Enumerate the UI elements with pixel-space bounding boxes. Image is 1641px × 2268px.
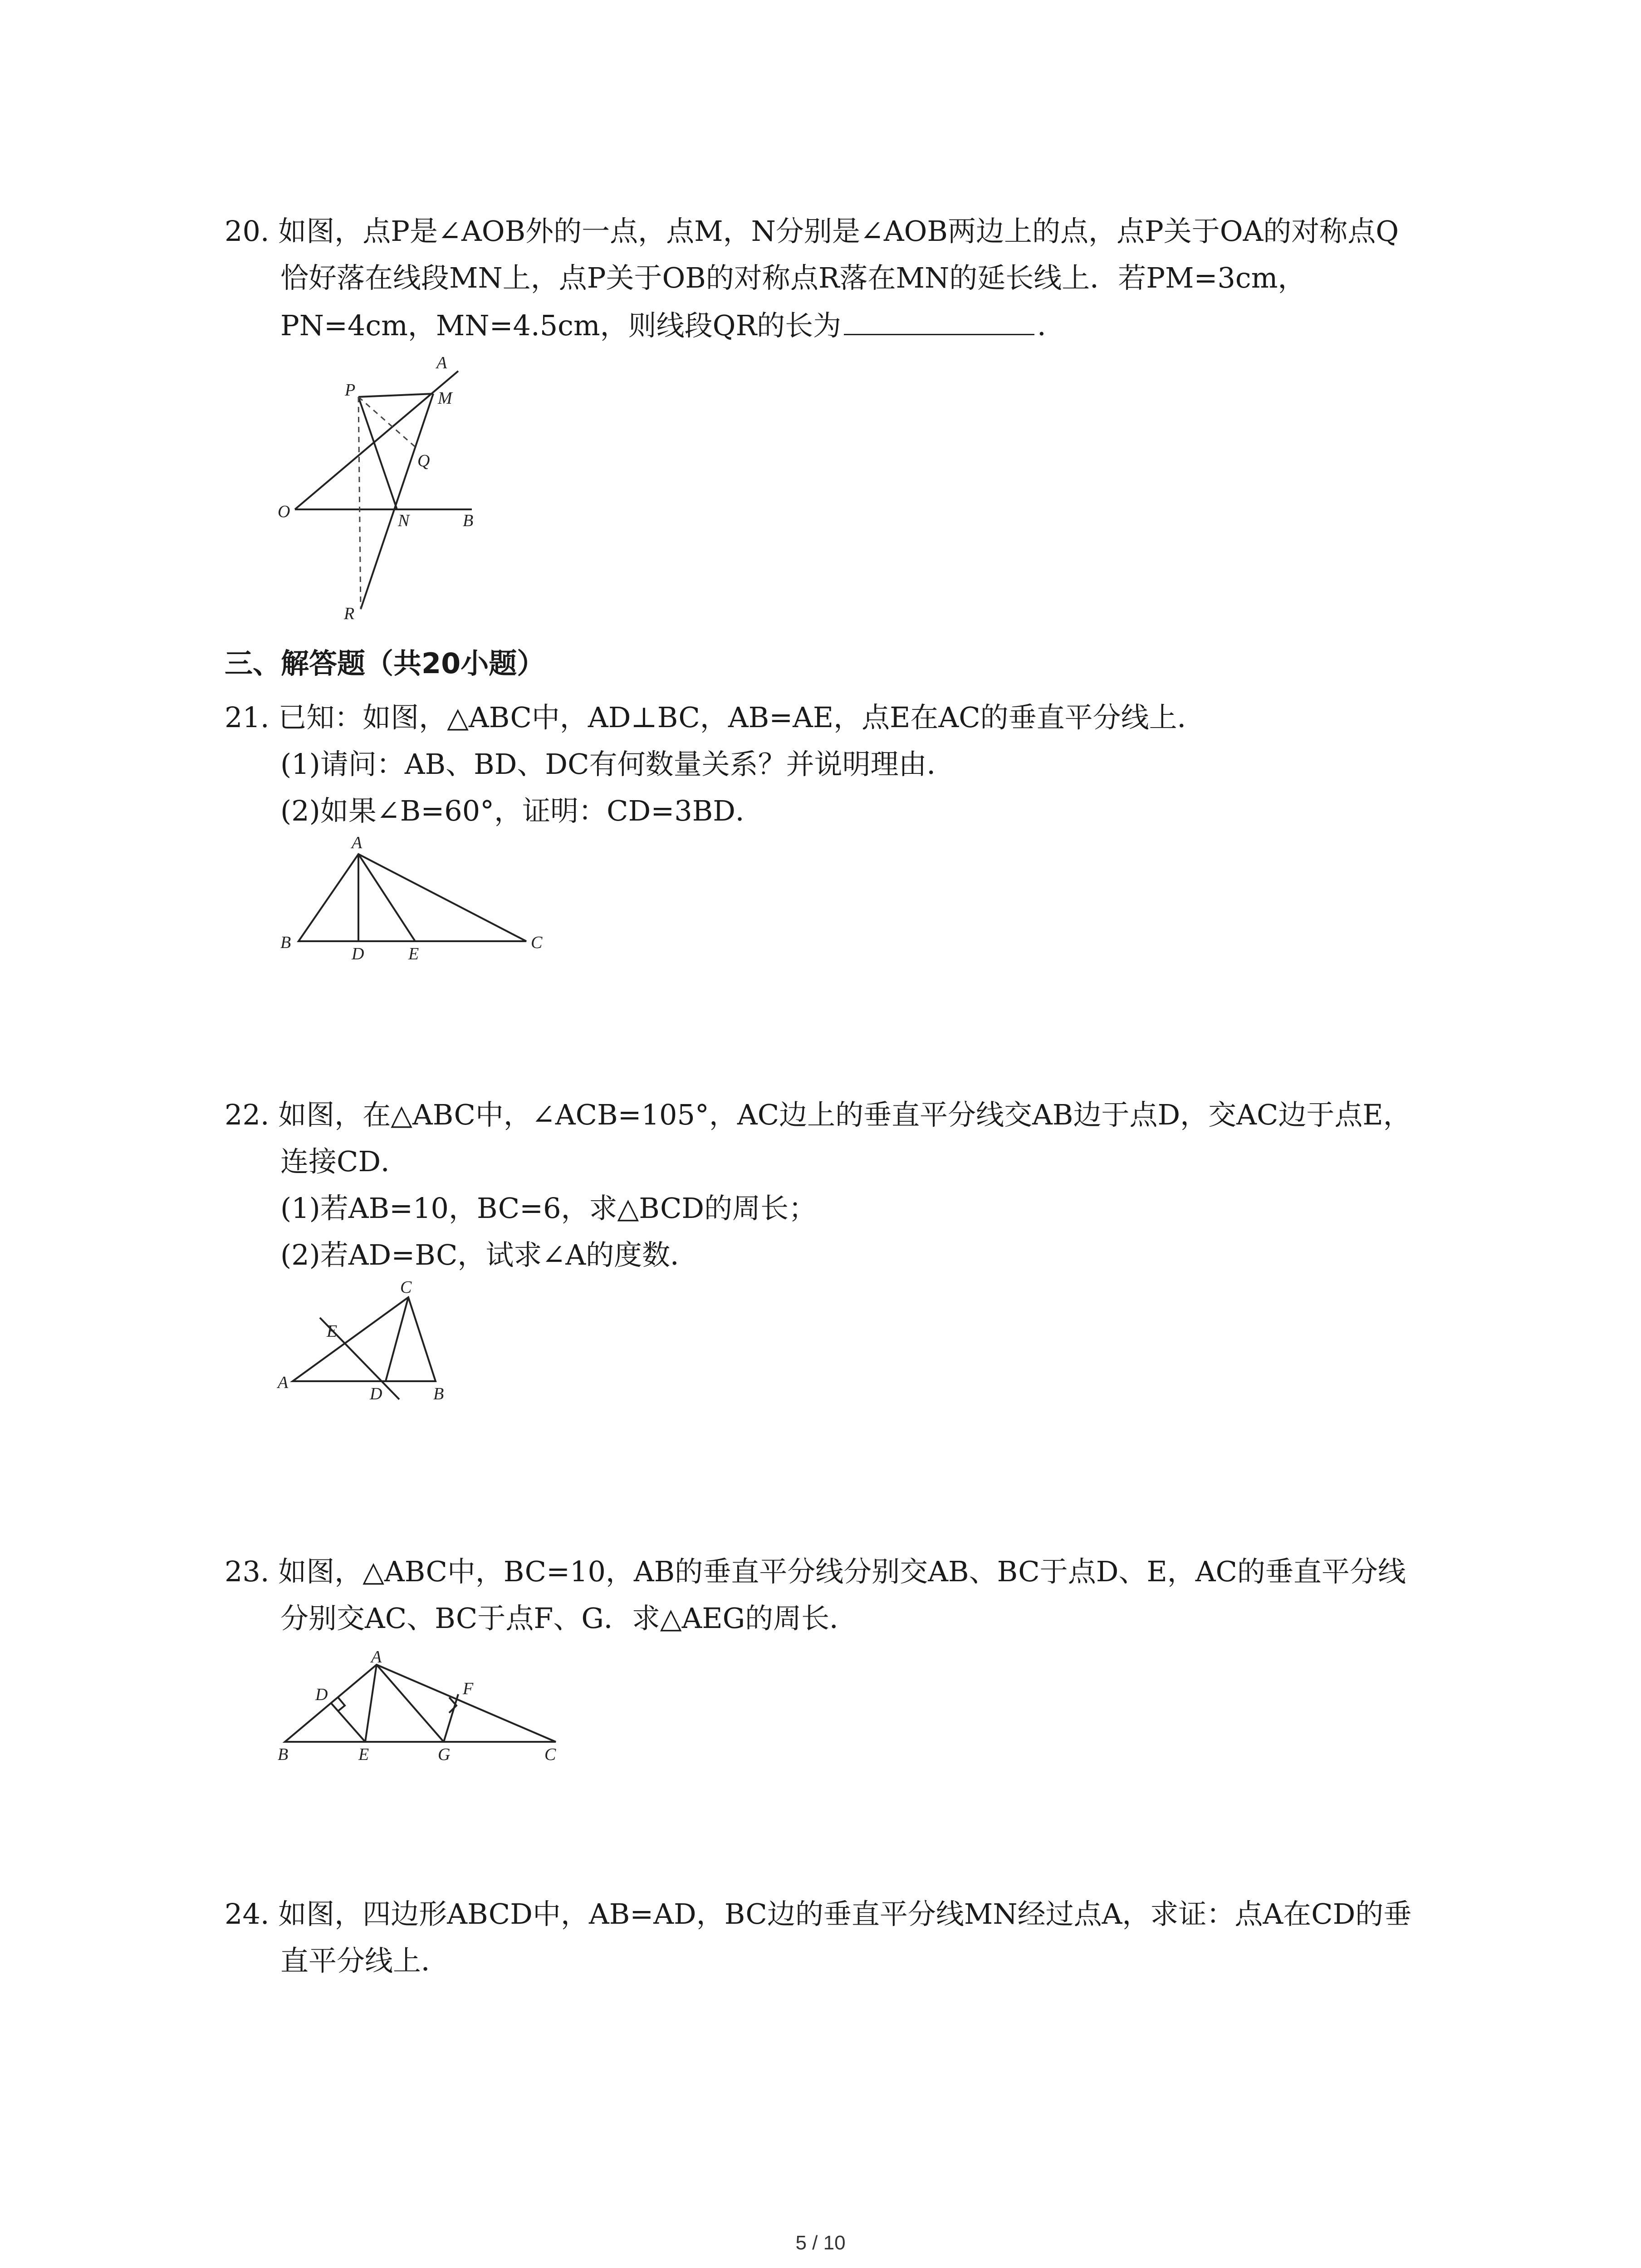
q21-line-2: (1)请问：AB、BD、DC有何数量关系？并说明理由．	[280, 748, 955, 781]
q20-label-P: P	[345, 381, 356, 400]
q20-label-R: R	[344, 604, 355, 623]
q21-label-E: E	[408, 944, 419, 963]
q20-line-3-end: ．	[1037, 309, 1066, 342]
q23-label-F: F	[463, 1679, 474, 1698]
q21-label-A: A	[352, 833, 362, 852]
q20-line-2: 恰好落在线段MN上，点P关于OB的对称点R落在MN的延长线上．若PM=3cm，	[280, 261, 1306, 294]
q22-label-D: D	[370, 1384, 382, 1403]
q24-line-2: 直平分线上．	[280, 1944, 450, 1977]
q23-label-C: C	[544, 1745, 556, 1764]
q20-label-O: O	[278, 502, 290, 521]
q20-line-1: 20. 如图，点P是∠AOB外的一点，点M，N分别是∠AOB两边上的点，点P关于OA的对称点Q	[225, 215, 1399, 248]
section-heading: 三、解答题（共20小题）	[225, 647, 545, 680]
q21-line-1: 21. 已知：如图，△ABC中，AD⊥BC，AB=AE，点E在AC的垂直平分线上．	[225, 701, 1205, 734]
q22-line-2: 连接CD．	[280, 1145, 409, 1178]
q23-label-G: G	[438, 1745, 451, 1764]
q20-label-M: M	[438, 389, 452, 408]
q21-label-D: D	[352, 944, 364, 963]
q23-line-2: 分别交AC、BC于点F、G．求△AEG的周长．	[280, 1602, 858, 1635]
q23-line-1: 23. 如图，△ABC中，BC=10，AB的垂直平分线分别交AB、BC于点D、E，AC的垂直平分线	[225, 1555, 1406, 1588]
q21-label-C: C	[531, 933, 543, 952]
q23-label-B: B	[278, 1745, 289, 1764]
q20-line-3-text: PN=4cm，MN=4.5cm，则线段QR的长为	[280, 309, 842, 342]
q22-line-4: (2)若AD=BC，试求∠A的度数．	[280, 1238, 699, 1271]
q23-label-A: A	[371, 1647, 382, 1667]
q20-label-N: N	[398, 511, 410, 530]
q23-label-D: D	[315, 1685, 328, 1704]
q22-line-3: (1)若AB=10，BC=6，求△BCD的周长；	[280, 1192, 817, 1225]
q22-label-A: A	[278, 1373, 289, 1392]
q23-label-E: E	[358, 1745, 369, 1764]
q20-label-B: B	[463, 511, 474, 530]
q22-label-E: E	[327, 1322, 338, 1341]
q22-label-C: C	[400, 1278, 412, 1297]
q22-label-B: B	[433, 1384, 444, 1403]
q22-line-1: 22. 如图，在△ABC中，∠ACB=105°，AC边上的垂直平分线交AB边于点D，交AC边于点E，	[225, 1098, 1411, 1131]
page-number: 5 / 10	[795, 2232, 846, 2254]
q20-label-A: A	[436, 353, 447, 372]
q24-line-1: 24. 如图，四边形ABCD中，AB=AD，BC边的垂直平分线MN经过点A，求证：点A在CD的垂	[225, 1897, 1412, 1931]
q21-line-3: (2)如果∠B=60°，证明：CD=3BD．	[280, 794, 764, 827]
q21-label-B: B	[280, 933, 291, 952]
q20-label-Q: Q	[417, 451, 430, 470]
